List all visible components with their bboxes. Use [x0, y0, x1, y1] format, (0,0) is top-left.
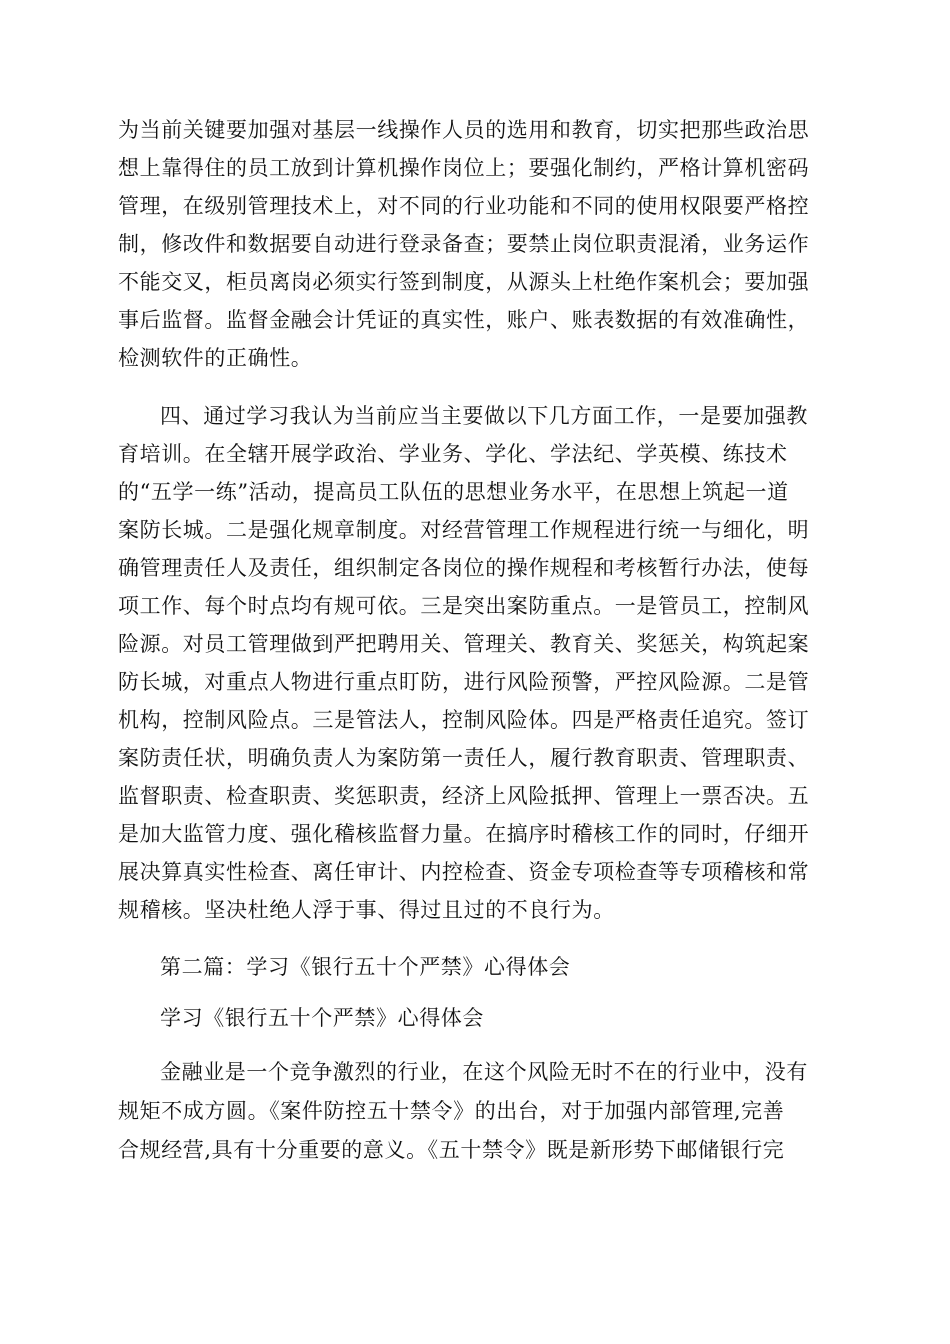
paragraph-line: 为当前关键要加强对基层一线操作人员的选用和教育，切实把那些政治思	[118, 118, 810, 142]
paragraph-line: 的“五学一练”活动，提高员工队伍的思想业务水平，在思想上筑起一道	[118, 480, 789, 504]
paragraph-line: 想上靠得住的员工放到计算机操作岗位上；要强化制约，严格计算机密码	[118, 156, 810, 180]
paragraph-line: 规稽核。坚决杜绝人浮于事、得过且过的不良行为。	[118, 898, 615, 922]
paragraph-line: 育培训。在全辖开展学政治、学业务、学化、学法纪、学英模、练技术	[118, 442, 788, 466]
paragraph-line: 机构，控制风险点。三是管法人，控制风险体。四是严格责任追究。签订	[118, 708, 810, 732]
paragraph-line: 规矩不成方圆。《案件防控五十禁令》的出台，对于加强内部管理,完善	[118, 1099, 785, 1123]
paragraph-line: 四、通过学习我认为当前应当主要做以下几方面工作，一是要加强教	[160, 404, 808, 428]
paragraph-line: 不能交叉，柜员离岗必须实行签到制度，从源头上杜绝作案机会；要加强	[118, 270, 810, 294]
document-subtitle: 学习《银行五十个严禁》心得体会	[160, 1006, 484, 1030]
paragraph-line: 确管理责任人及责任，组织制定各岗位的操作规程和考核暂行办法，使每	[118, 556, 810, 580]
section-heading: 第二篇：学习《银行五十个严禁》心得体会	[160, 955, 571, 979]
paragraph-line: 监督职责、检查职责、奖惩职责，经济上风险抵押、管理上一票否决。五	[118, 784, 810, 808]
paragraph-line: 金融业是一个竞争激烈的行业，在这个风险无时不在的行业中，没有	[160, 1060, 808, 1084]
paragraph-line: 合规经营,具有十分重要的意义。《五十禁令》既是新形势下邮储银行完	[118, 1138, 785, 1162]
paragraph-line: 展决算真实性检查、离任审计、内控检查、资金专项检查等专项稽核和常	[118, 860, 810, 884]
paragraph-line: 防长城，对重点人物进行重点盯防，进行风险预警，严控风险源。二是管	[118, 670, 810, 694]
paragraph-line: 检测软件的正确性。	[118, 346, 313, 370]
paragraph-line: 是加大监管力度、强化稽核监督力量。在搞序时稽核工作的同时，仔细开	[118, 822, 810, 846]
paragraph-line: 案防责任状，明确负责人为案防第一责任人，履行教育职责、管理职责、	[118, 746, 810, 770]
paragraph-line: 管理，在级别管理技术上，对不同的行业功能和不同的使用权限要严格控	[118, 194, 810, 218]
paragraph-line: 事后监督。监督金融会计凭证的真实性，账户、账表数据的有效准确性，	[118, 308, 810, 332]
paragraph-line: 项工作、每个时点均有规可依。三是突出案防重点。一是管员工，控制风	[118, 594, 810, 618]
paragraph-line: 案防长城。二是强化规章制度。对经营管理工作规程进行统一与细化，明	[118, 518, 810, 542]
paragraph-line: 制，修改件和数据要自动进行登录备查；要禁止岗位职责混淆，业务运作	[118, 232, 810, 256]
paragraph-line: 险源。对员工管理做到严把聘用关、管理关、教育关、奖惩关，构筑起案	[118, 632, 810, 656]
